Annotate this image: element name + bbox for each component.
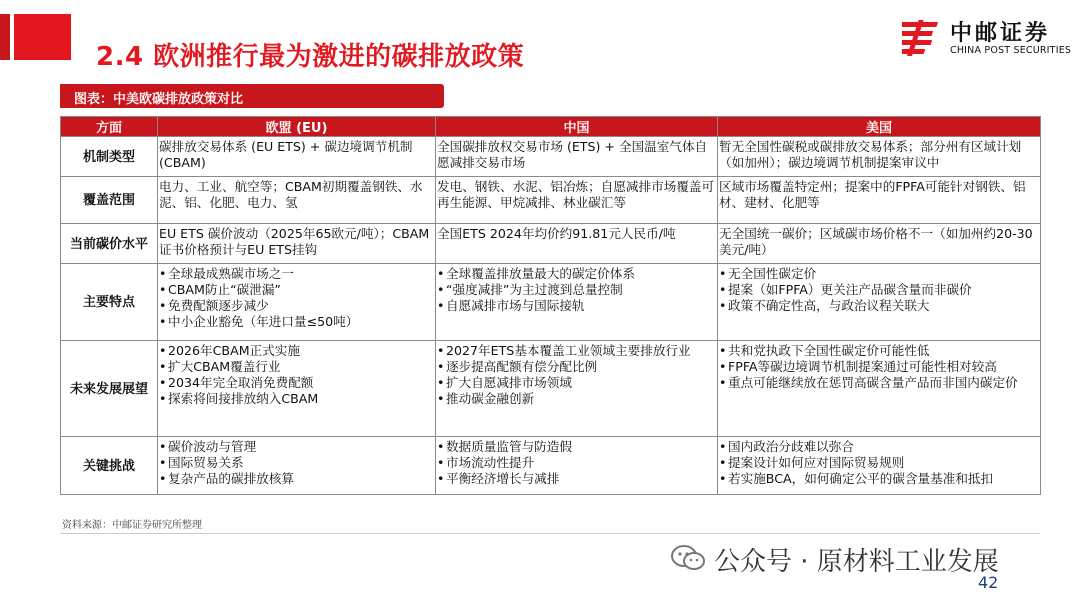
table-cell [158, 264, 436, 341]
table-cell: 全国碳排放权交易市场 (ETS) + 全国温室气体自愿减排交易市场 [436, 137, 718, 177]
table-row [61, 437, 1041, 495]
list-item: • 推动碳金融创新 [437, 391, 716, 407]
table-cell [158, 341, 436, 437]
slide-title: 2.4 欧洲推行最为激进的碳排放政策 [96, 42, 525, 72]
table-cell [436, 437, 718, 495]
table-row [61, 224, 1041, 264]
logo-name-en: CHINA POST SECURITIES [950, 45, 1072, 56]
list-item: • 2026年CBAM正式实施 [159, 343, 434, 359]
table-cell: 全国ETS 2024年均价约91.81元人民币/吨 [436, 224, 718, 264]
accent-bar-dark [0, 14, 10, 60]
column-header: 方面 [61, 117, 158, 137]
wechat-icon [670, 544, 706, 572]
list-item: • 全球覆盖排放量最大的碳定价体系 [437, 266, 716, 282]
table-cell [158, 437, 436, 495]
list-item: • 平衡经济增长与减排 [437, 471, 716, 487]
table-header-row [61, 117, 1041, 137]
row-header: 当前碳价水平 [61, 224, 158, 264]
list-item: • 扩大自愿减排市场领域 [437, 375, 716, 391]
list-item: • “强度减排”为主过渡到总量控制 [437, 282, 716, 298]
list-item: • 全球最成熟碳市场之一 [159, 266, 434, 282]
column-header: 欧盟 (EU) [158, 117, 436, 137]
table-row [61, 341, 1041, 437]
accent-bar [14, 14, 71, 60]
table-cell: 碳排放交易体系 (EU ETS) + 碳边境调节机制 (CBAM) [158, 137, 436, 177]
list-item: • 无全国性碳定价 [719, 266, 1039, 282]
list-item: • 免费配额逐步减少 [159, 298, 434, 314]
table-cell: EU ETS 碳价波动（2025年65欧元/吨）；CBAM证书价格预计与EU ETS挂钩 [158, 224, 436, 264]
table-cell: 暂无全国性碳税或碳排放交易体系；部分州有区域计划（如加州）；碳边境调节机制提案审议中 [718, 137, 1041, 177]
table-cell: 发电、钢铁、水泥、铝冶炼；自愿减排市场覆盖可再生能源、甲烷减排、林业碳汇等 [436, 177, 718, 224]
list-item: • 国内政治分歧难以弥合 [719, 439, 1039, 455]
table-row [61, 137, 1041, 177]
list-item: • 自愿减排市场与国际接轨 [437, 298, 716, 314]
row-header: 未来发展展望 [61, 341, 158, 437]
watermark-text: 公众号 · 原材料工业发展 [714, 547, 999, 577]
list-item: • 共和党执政下全国性碳定价可能性低 [719, 343, 1039, 359]
row-header: 覆盖范围 [61, 177, 158, 224]
row-header: 关键挑战 [61, 437, 158, 495]
list-item: • 提案（如FPFA）更关注产品碳含量而非碳价 [719, 282, 1039, 298]
list-item: • FPFA等碳边境调节机制提案通过可能性相对较高 [719, 359, 1039, 375]
list-item: • 国际贸易关系 [159, 455, 434, 471]
list-item: • 复杂产品的碳排放核算 [159, 471, 434, 487]
row-header: 主要特点 [61, 264, 158, 341]
column-header: 中国 [436, 117, 718, 137]
list-item: • 探索将间接排放纳入CBAM [159, 391, 434, 407]
table-cell: 区域市场覆盖特定州；提案中的FPFA可能针对钢铁、铝材、建材、化肥等 [718, 177, 1041, 224]
list-item: • 重点可能继续放在惩罚高碳含量产品而非国内碳定价 [719, 375, 1039, 391]
list-item: • CBAM防止“碳泄漏” [159, 282, 434, 298]
source-note: 资料来源：中邮证券研究所整理 [62, 520, 202, 531]
table-cell [718, 264, 1041, 341]
list-item: • 2027年ETS基本覆盖工业领域主要排放行业 [437, 343, 716, 359]
list-item: • 数据质量监管与防造假 [437, 439, 716, 455]
policy-comparison-table [60, 116, 1041, 495]
table-cell: 无全国统一碳价；区域碳市场价格不一（如加州约20-30美元/吨） [718, 224, 1041, 264]
page-number: 42 [978, 573, 999, 592]
table-cell [436, 341, 718, 437]
table-cell [436, 264, 718, 341]
china-post-logo-icon [902, 16, 944, 58]
company-logo [902, 14, 1070, 64]
list-item: • 碳价波动与管理 [159, 439, 434, 455]
table-caption: 图表：中美欧碳排放政策对比 [74, 92, 244, 107]
table-row [61, 177, 1041, 224]
logo-name-cn: 中邮证券 [950, 21, 1051, 46]
list-item: • 中小企业豁免（年进口量≤50吨） [159, 314, 434, 330]
column-header: 美国 [718, 117, 1041, 137]
table-cell: 电力、工业、航空等；CBAM初期覆盖钢铁、水泥、铝、化肥、电力、氢 [158, 177, 436, 224]
table-caption-bar [60, 84, 444, 108]
table-cell [718, 341, 1041, 437]
list-item: • 市场流动性提升 [437, 455, 716, 471]
divider [60, 533, 1040, 534]
list-item: • 政策不确定性高，与政治议程关联大 [719, 298, 1039, 314]
list-item: • 2034年完全取消免费配额 [159, 375, 434, 391]
list-item: • 扩大CBAM覆盖行业 [159, 359, 434, 375]
list-item: • 逐步提高配额有偿分配比例 [437, 359, 716, 375]
row-header: 机制类型 [61, 137, 158, 177]
table-cell [718, 437, 1041, 495]
list-item: • 若实施BCA，如何确定公平的碳含量基准和抵扣 [719, 471, 1039, 487]
table-row [61, 264, 1041, 341]
list-item: • 提案设计如何应对国际贸易规则 [719, 455, 1039, 471]
